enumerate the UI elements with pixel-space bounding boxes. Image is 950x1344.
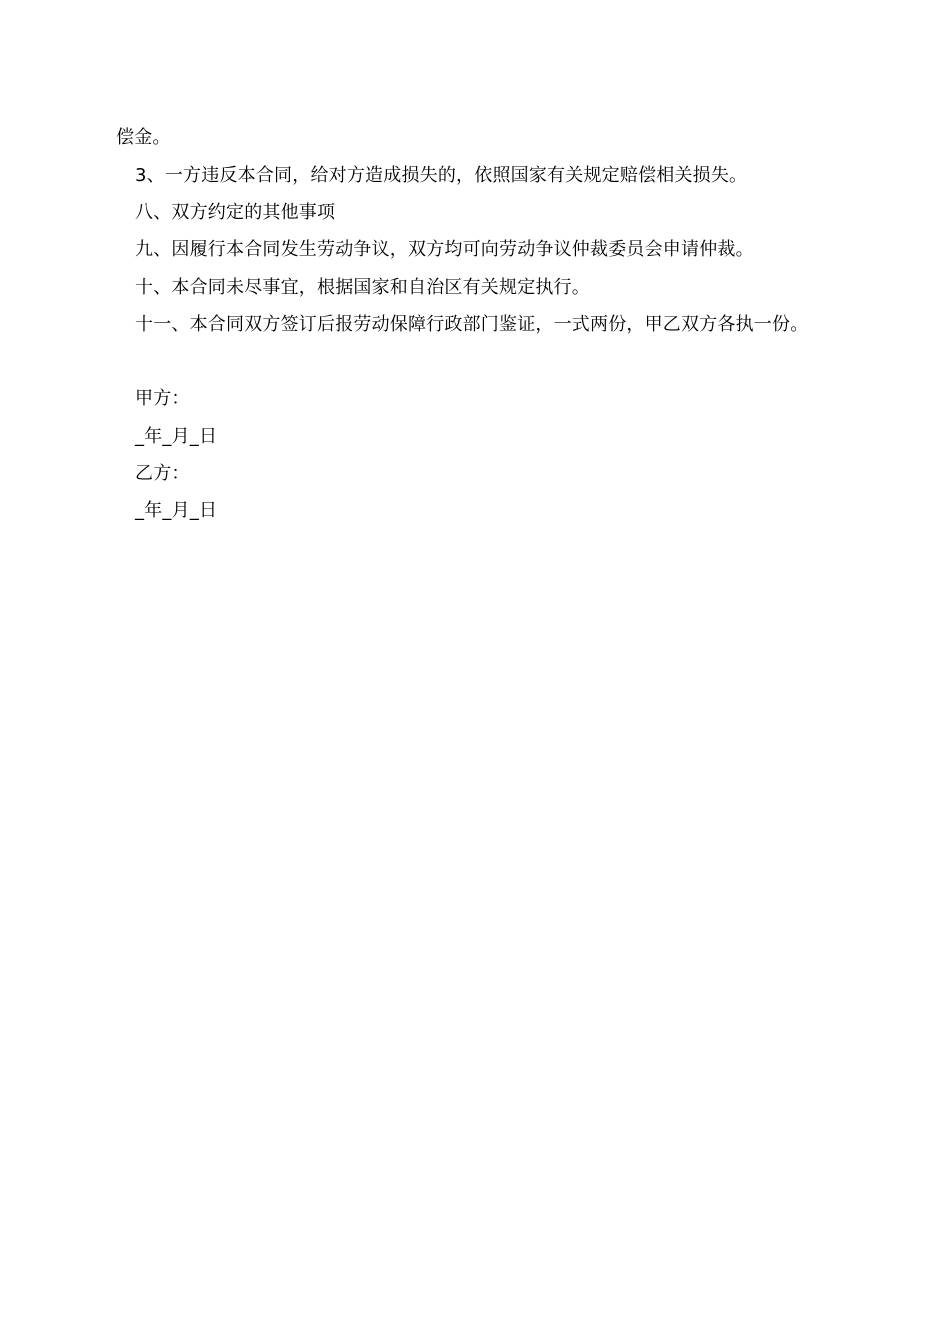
paragraph-section-9: 九、因履行本合同发生劳动争议，双方均可向劳动争议仲裁委员会申请仲裁。 <box>135 239 754 260</box>
paragraph-continuation: 偿金。 <box>116 127 171 148</box>
paragraph-section-8: 八、双方约定的其他事项 <box>135 202 336 223</box>
party-a-label: 甲方： <box>135 388 190 409</box>
paragraph-clause-3: 3、一方违反本合同，给对方造成损失的，依照国家有关规定赔偿相关损失。 <box>135 165 748 186</box>
party-b-label: 乙方： <box>135 463 190 484</box>
party-b-date: _年_月_日 <box>135 500 218 521</box>
paragraph-section-10: 十、本合同未尽事宜，根据国家和自治区有关规定执行。 <box>135 277 590 298</box>
party-a-date: _年_月_日 <box>135 426 218 447</box>
paragraph-section-11: 十一、本合同双方签订后报劳动保障行政部门鉴证，一式两份，甲乙双方各执一份。 <box>135 314 809 335</box>
